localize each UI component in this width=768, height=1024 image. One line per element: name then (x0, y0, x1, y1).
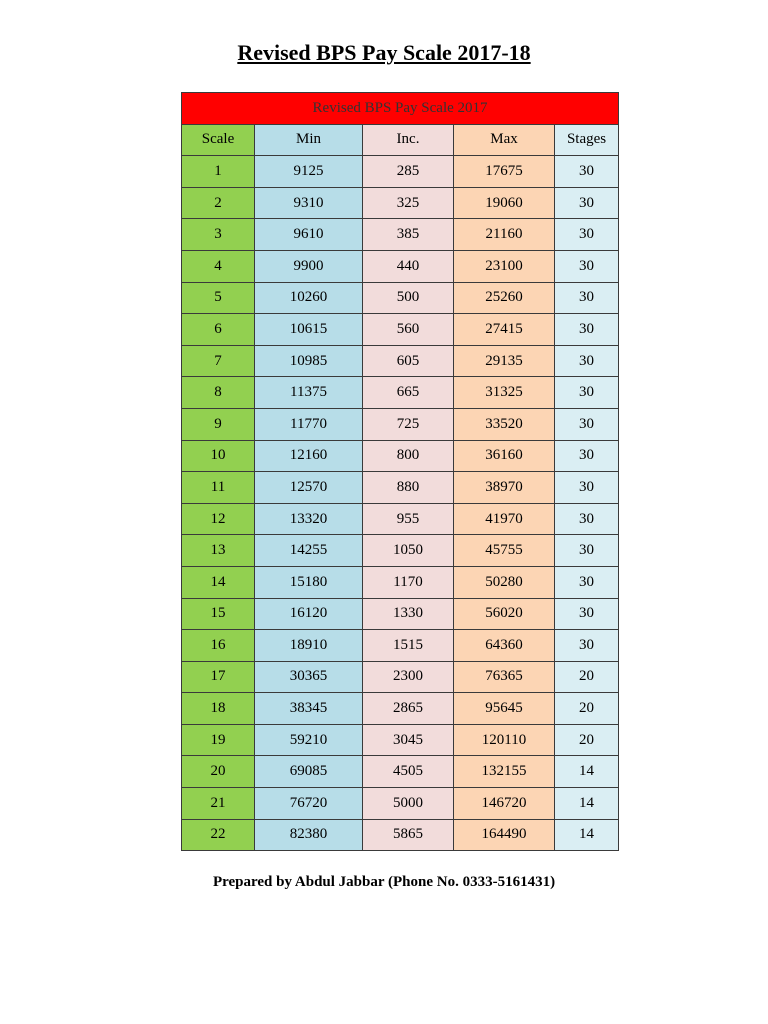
cell-inc: 2300 (363, 661, 454, 693)
header-stages: Stages (555, 124, 619, 156)
cell-stages: 30 (555, 377, 619, 409)
cell-stages: 30 (555, 250, 619, 282)
cell-inc: 5865 (363, 819, 454, 851)
cell-scale: 11 (182, 472, 255, 504)
cell-min: 12160 (255, 440, 363, 472)
table-row (182, 819, 619, 851)
table-banner-row (182, 93, 619, 125)
cell-min: 69085 (255, 756, 363, 788)
cell-stages: 30 (555, 630, 619, 662)
cell-stages: 30 (555, 345, 619, 377)
cell-stages: 14 (555, 756, 619, 788)
cell-inc: 385 (363, 219, 454, 251)
table-row (182, 788, 619, 820)
table-row (182, 187, 619, 219)
cell-scale: 3 (182, 219, 255, 251)
cell-max: 64360 (454, 630, 555, 662)
cell-max: 132155 (454, 756, 555, 788)
cell-max: 31325 (454, 377, 555, 409)
table-row (182, 630, 619, 662)
cell-min: 12570 (255, 472, 363, 504)
cell-stages: 30 (555, 408, 619, 440)
cell-scale: 8 (182, 377, 255, 409)
cell-min: 14255 (255, 535, 363, 567)
cell-min: 11770 (255, 408, 363, 440)
cell-stages: 30 (555, 440, 619, 472)
cell-max: 36160 (454, 440, 555, 472)
cell-min: 38345 (255, 693, 363, 725)
cell-min: 18910 (255, 630, 363, 662)
table-row (182, 598, 619, 630)
cell-inc: 500 (363, 282, 454, 314)
header-min: Min (255, 124, 363, 156)
cell-stages: 30 (555, 282, 619, 314)
cell-max: 120110 (454, 724, 555, 756)
cell-stages: 30 (555, 156, 619, 188)
cell-stages: 20 (555, 693, 619, 725)
cell-inc: 665 (363, 377, 454, 409)
table-row (182, 693, 619, 725)
cell-min: 9125 (255, 156, 363, 188)
cell-min: 10615 (255, 314, 363, 346)
cell-inc: 800 (363, 440, 454, 472)
cell-min: 59210 (255, 724, 363, 756)
cell-max: 50280 (454, 566, 555, 598)
cell-inc: 955 (363, 503, 454, 535)
pay-scale-table (181, 92, 619, 851)
cell-inc: 440 (363, 250, 454, 282)
cell-stages: 30 (555, 503, 619, 535)
cell-inc: 725 (363, 408, 454, 440)
page-title: Revised BPS Pay Scale 2017-18 (237, 40, 531, 65)
table-row (182, 440, 619, 472)
cell-inc: 1050 (363, 535, 454, 567)
cell-inc: 880 (363, 472, 454, 504)
cell-max: 27415 (454, 314, 555, 346)
cell-stages: 14 (555, 819, 619, 851)
cell-inc: 1515 (363, 630, 454, 662)
cell-max: 146720 (454, 788, 555, 820)
table-row (182, 535, 619, 567)
header-inc: Inc. (363, 124, 454, 156)
cell-scale: 19 (182, 724, 255, 756)
cell-inc: 2865 (363, 693, 454, 725)
cell-max: 38970 (454, 472, 555, 504)
cell-max: 76365 (454, 661, 555, 693)
cell-min: 16120 (255, 598, 363, 630)
cell-inc: 285 (363, 156, 454, 188)
cell-min: 9310 (255, 187, 363, 219)
table-row (182, 314, 619, 346)
cell-inc: 605 (363, 345, 454, 377)
table-banner: Revised BPS Pay Scale 2017 (182, 93, 619, 125)
cell-scale: 4 (182, 250, 255, 282)
cell-min: 15180 (255, 566, 363, 598)
cell-stages: 30 (555, 314, 619, 346)
cell-min: 9900 (255, 250, 363, 282)
cell-min: 10985 (255, 345, 363, 377)
header-max: Max (454, 124, 555, 156)
cell-stages: 14 (555, 788, 619, 820)
cell-max: 19060 (454, 187, 555, 219)
cell-min: 30365 (255, 661, 363, 693)
table-row (182, 408, 619, 440)
cell-min: 82380 (255, 819, 363, 851)
header-scale: Scale (182, 124, 255, 156)
table-row (182, 156, 619, 188)
table-row (182, 345, 619, 377)
cell-max: 56020 (454, 598, 555, 630)
cell-scale: 7 (182, 345, 255, 377)
cell-max: 33520 (454, 408, 555, 440)
cell-min: 9610 (255, 219, 363, 251)
cell-max: 41970 (454, 503, 555, 535)
cell-scale: 16 (182, 630, 255, 662)
cell-scale: 17 (182, 661, 255, 693)
table-row (182, 724, 619, 756)
prepared-by-note: Prepared by Abdul Jabbar (Phone No. 0333-5161431) (212, 874, 556, 890)
cell-scale: 5 (182, 282, 255, 314)
cell-scale: 12 (182, 503, 255, 535)
cell-inc: 325 (363, 187, 454, 219)
cell-max: 21160 (454, 219, 555, 251)
cell-inc: 560 (363, 314, 454, 346)
cell-stages: 20 (555, 661, 619, 693)
cell-stages: 20 (555, 724, 619, 756)
table-row (182, 503, 619, 535)
table-row (182, 566, 619, 598)
cell-max: 25260 (454, 282, 555, 314)
cell-scale: 6 (182, 314, 255, 346)
table-header-row (182, 124, 619, 156)
cell-min: 10260 (255, 282, 363, 314)
cell-scale: 15 (182, 598, 255, 630)
cell-inc: 5000 (363, 788, 454, 820)
cell-stages: 30 (555, 219, 619, 251)
cell-scale: 1 (182, 156, 255, 188)
cell-scale: 13 (182, 535, 255, 567)
cell-stages: 30 (555, 566, 619, 598)
cell-max: 95645 (454, 693, 555, 725)
cell-min: 76720 (255, 788, 363, 820)
cell-stages: 30 (555, 187, 619, 219)
cell-stages: 30 (555, 598, 619, 630)
table-row (182, 250, 619, 282)
cell-max: 17675 (454, 156, 555, 188)
cell-stages: 30 (555, 535, 619, 567)
cell-scale: 18 (182, 693, 255, 725)
cell-scale: 20 (182, 756, 255, 788)
cell-max: 29135 (454, 345, 555, 377)
table-row (182, 756, 619, 788)
table-row (182, 377, 619, 409)
table-row (182, 219, 619, 251)
cell-min: 13320 (255, 503, 363, 535)
table-row (182, 282, 619, 314)
cell-scale: 10 (182, 440, 255, 472)
cell-max: 164490 (454, 819, 555, 851)
cell-inc: 3045 (363, 724, 454, 756)
cell-inc: 4505 (363, 756, 454, 788)
cell-scale: 9 (182, 408, 255, 440)
cell-scale: 22 (182, 819, 255, 851)
cell-stages: 30 (555, 472, 619, 504)
cell-scale: 2 (182, 187, 255, 219)
table-body (182, 156, 619, 851)
cell-scale: 21 (182, 788, 255, 820)
cell-inc: 1170 (363, 566, 454, 598)
cell-max: 45755 (454, 535, 555, 567)
cell-max: 23100 (454, 250, 555, 282)
table-row (182, 661, 619, 693)
cell-min: 11375 (255, 377, 363, 409)
cell-inc: 1330 (363, 598, 454, 630)
table-row (182, 472, 619, 504)
cell-scale: 14 (182, 566, 255, 598)
